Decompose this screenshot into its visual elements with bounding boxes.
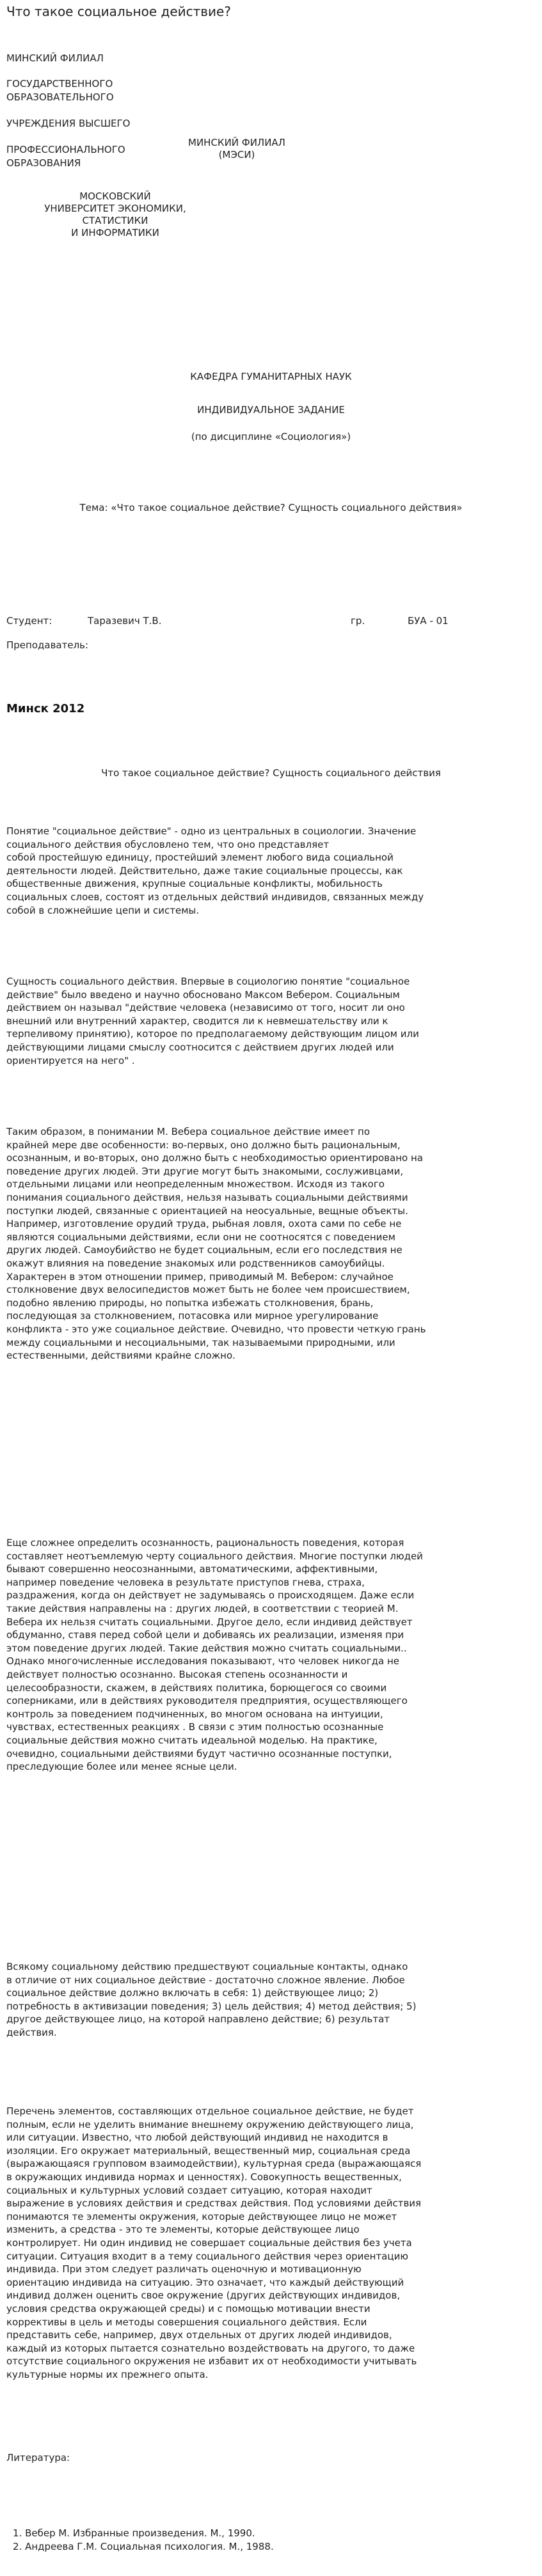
university-line: УНИВЕРСИТЕТ ЭКОНОМИКИ, bbox=[44, 203, 186, 214]
paragraph: Перечень элементов, составляющих отдельное социальное действие, не будет полным, если не уделить внимание внешнему окружению действующего лица, или ситуации. Известно, что любой действующий индивид не находится в изоляции. Его окружает материальный, вещественный мир, социальная среда (выражающаяся групповом взаимодействии), культурная среда (выражающаяся в окружающих индивида нормах и ценностях). Совокупность вещественных, социальных и культурных условий создает ситуацию, которая находит выражение в условиях действия и средствах действия. Под условиями действия понимаются те элементы окружения, которые действующее лицо не может изменить, а средства - это те элементы, которые действующее лицо контролирует. Ни один индивид не совершает социальные действия без учета ситуации. Ситуация входит в а тему социального действия через ориентацию индивида. При этом следует различать оценочную и мотивационную ориентацию индивида на ситуацию. Это означает, что каждый действующий индивид должен оценить свое окружение (других действующих индивидов, условия средства окружающей среды) и с помощью мотивации внести коррективы в цель и методы совершения социального действия. Если представить себе, например, двух отдельных от других людей индивидов, каждый из которых пытается сознательно воздействовать на другого, то даже отсутствие социального окружения не избавит их от необходимости учитывать культурные нормы их прежнего опыта. bbox=[6, 2105, 422, 2380]
header-left-line: МИНСКИЙ ФИЛИАЛ bbox=[6, 52, 104, 64]
reference-item: 2. Андреева Г.М. Социальная психология. М., 1988. bbox=[13, 2541, 274, 2552]
paragraph: Еще сложнее определить осознанность, рациональность поведения, которая составляет неотъемлемую черту социального действия. Многие поступки людей бывают совершенно неосознанными, автоматическими, аффективными, например поведение человека в результате приступов гнева, страха, раздражения, когда он действует не задумываясь о происходящем. Даже если такие действия направлены на : других людей, в соответствии с теорией М. Вебера их нельзя считать социальными. Другое дело, если индивид действует обдуманно, ставя перед собой цели и добиваясь их реализации, изменяя при этом поведение других людей. Такие действия можно считать социальными.. Однако многочисленные исследования показывают, что человек никогда не действует полностью осознанно. Высокая степень осознанности и целесообразности, скажем, в действиях политика, борющегося со своими соперниками, или в действиях руководителя предприятия, осуществляющего контроль за поведением подчиненных, во многом основана на интуиции, чувствах, естественных реакциях . В связи с этим полностью осознанные социальные действия можно считать идеальной моделью. На практике, очевидно, социальными действиями будут частично осознанные поступки, преследующие более или менее ясные цели. bbox=[6, 1537, 423, 1773]
paragraph: Сущность социального действия. Впервые в социологию понятие "социальное действие" было введено и научно обосновано Максом Вебером. Социальным действием он называл "действие человека (независимо от того, носит ли оно внешний или внутренний характер, сводится ли к невмешательству или к терпеливому принятию), которое по предполагаемому действующим лицом или действующими лицами смыслу соотносится с действием других людей или ориентируется на него" . bbox=[6, 976, 419, 1066]
header-right-line: МИНСКИЙ ФИЛИАЛ bbox=[188, 137, 285, 148]
reference-item: 1. Вебер М. Избранные произведения. М., 1990. bbox=[13, 2527, 255, 2539]
group-value: БУА - 01 bbox=[408, 615, 449, 627]
header-right-line: (МЭСИ) bbox=[218, 149, 255, 160]
header-left-line: ПРОФЕССИОНАЛЬНОГО bbox=[6, 144, 125, 155]
teacher-label: Преподаватель: bbox=[6, 639, 89, 651]
header-left-line: ОБРАЗОВАТЕЛЬНОГО bbox=[6, 91, 114, 103]
university-line: МОСКОВСКИЙ bbox=[79, 191, 151, 202]
essay-heading: Что такое социальное действие? Сущность социального действия bbox=[101, 767, 441, 779]
discipline: (по дисциплине «Социология») bbox=[191, 431, 351, 442]
paragraph: Всякому социальному действию предшествуют социальные контакты, однако в отличие от них социальное действие - достаточно сложное явление. Любое социальное действие должно включать в себя: 1) действующее лицо; 2) потребность в активизации поведения; 3) цель действия; 4) метод действия; 5) другое действующее лицо, на которой направлено действие; 6) результат действия. bbox=[6, 1961, 417, 2038]
university-name bbox=[19, 191, 211, 239]
city-year: Минск 2012 bbox=[6, 702, 85, 715]
page-title: Что такое социальное действие? bbox=[6, 4, 231, 19]
paragraph: Понятие "социальное действие" - одно из центральных в социологии. Значение социального действия обусловлено тем, что оно представляет собой простейшую единицу, простейший элемент любого вида социальной деятельности людей. Действительно, даже такие социальные процессы, как общественные движения, крупные социальные конфликты, мобильность социальных слоев, состоят из отдельных действий индивидов, связанных между собой в сложнейшие цепи и системы. bbox=[6, 825, 424, 916]
header-left-line: ГОСУДАРСТВЕННОГО bbox=[6, 78, 113, 90]
header-left-line: ОБРАЗОВАНИЯ bbox=[6, 157, 81, 169]
assignment-title: ИНДИВИДУАЛЬНОЕ ЗАДАНИЕ bbox=[197, 404, 345, 416]
university-line: СТАТИСТИКИ bbox=[82, 215, 148, 226]
paragraph: Таким образом, в понимании М. Вебера социальное действие имеет по крайней мере две особенности: во-первых, оно должно быть рациональным, осознанным, и во-вторых, оно должно быть с необходимостью ориентировано на поведение других людей. Эти другие могут быть знакомыми, сослуживцами, отдельными лицами или неопределенным множеством. Исходя из такого понимания социального действия, нельзя называть социальными действиями поступки людей, связанные с ориентацией на неосуальные, вещные объекты. Например, изготовление орудий труда, рыбная ловля, охота сами по себе не являются социальными действиями, если они не соотносятся с поведением других людей. Самоубийство не будет социальным, если его последствия не окажут влияния на поведение знакомых или родственников самоубийцы. Характерен в этом отношении пример, приводимый М. Вебером: случайное столкновение двух велосипедистов может быть не более чем происшествием, подобно явлению природы, но попытка избежать столкновения, брань, последующая за столкновением, потасовка или мирное урегулирование конфликта - это уже социальное действие. Очевидно, что провести четкую грань между социальными и несоциальными, так называемыми природными, или естественными, действиями крайне сложно. bbox=[6, 1126, 426, 1362]
group-label: гр. bbox=[351, 615, 365, 627]
student-name: Таразевич Т.В. bbox=[88, 615, 162, 627]
header-left-line: УЧРЕЖДЕНИЯ ВЫСШЕГО bbox=[6, 118, 131, 129]
department: КАФЕДРА ГУМАНИТАРНЫХ НАУК bbox=[190, 371, 352, 382]
student-label: Студент: bbox=[6, 615, 52, 627]
topic: Тема: «Что такое социальное действие? Сущность социального действия» bbox=[79, 502, 463, 513]
references-title: Литература: bbox=[6, 2452, 70, 2463]
university-line: И ИНФОРМАТИКИ bbox=[71, 227, 159, 238]
header-right bbox=[179, 137, 294, 161]
